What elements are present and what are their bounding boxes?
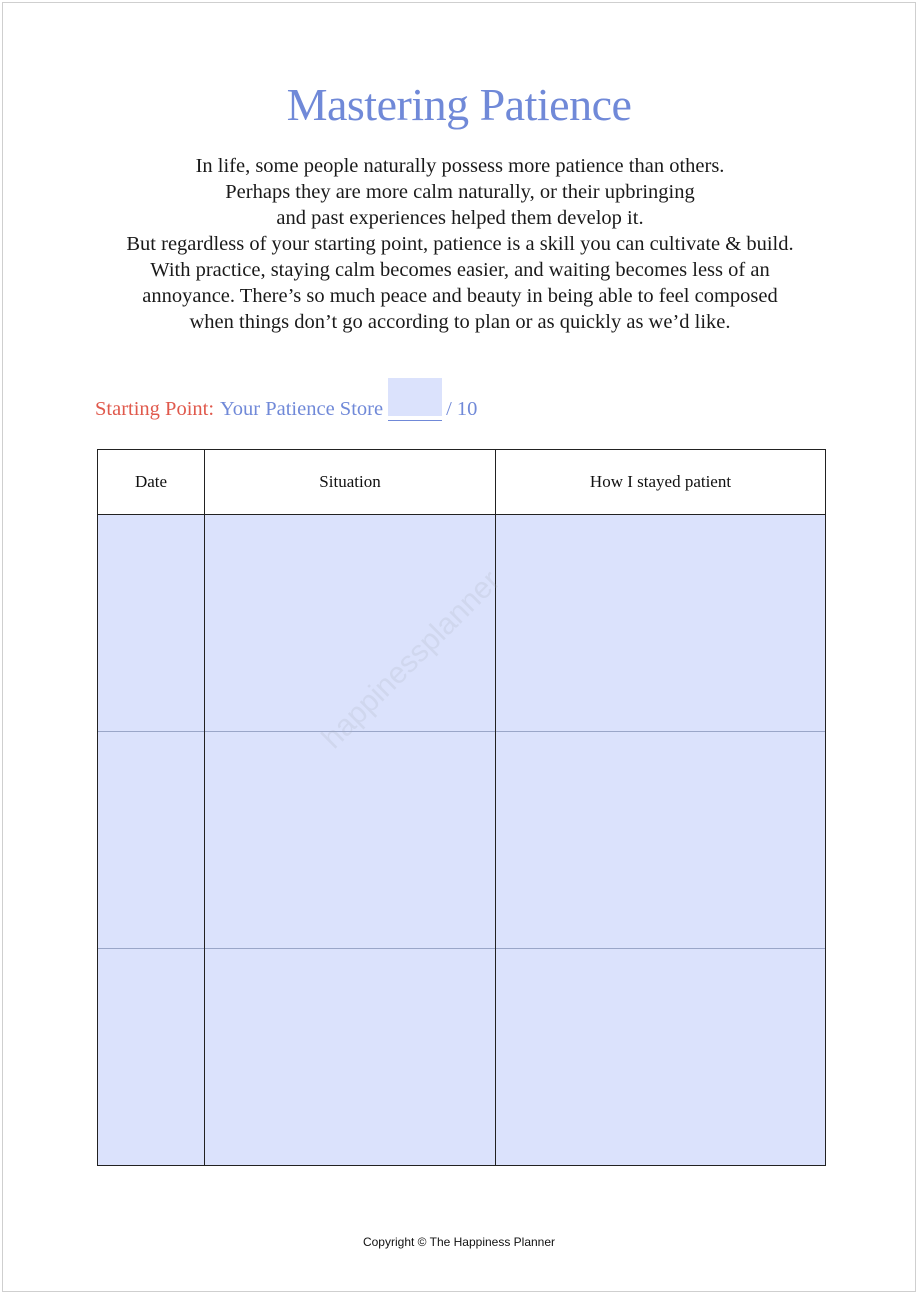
patience-score-field[interactable] [388, 378, 442, 421]
score-scale-label: / 10 [446, 398, 478, 420]
intro-line: and past experiences helped them develop it. [276, 207, 644, 229]
situation-field[interactable] [205, 515, 496, 732]
situation-field[interactable] [205, 732, 496, 949]
table-header-row [98, 450, 826, 515]
intro-line: Perhaps they are more calm naturally, or their upbringing [225, 181, 695, 203]
table-row [98, 732, 826, 949]
worksheet-page [2, 2, 916, 1292]
date-field[interactable] [98, 515, 205, 732]
table-row [98, 515, 826, 732]
date-field[interactable] [98, 732, 205, 949]
header-how-stayed-patient: How I stayed patient [496, 450, 826, 515]
header-situation: Situation [205, 450, 496, 515]
intro-paragraph [63, 153, 857, 335]
header-date: Date [98, 450, 205, 515]
patience-store-label: Your Patience Store [220, 398, 384, 420]
copyright-footer: Copyright © The Happiness Planner [362, 1235, 556, 1249]
intro-line: But regardless of your starting point, patience is a skill you can cultivate & build. [126, 233, 794, 255]
how-stayed-patient-field[interactable] [496, 732, 826, 949]
intro-line: In life, some people naturally possess more patience than others. [195, 155, 725, 177]
how-stayed-patient-field[interactable] [496, 515, 826, 732]
starting-point-label: Starting Point: [95, 398, 215, 420]
patience-score-fill [388, 378, 442, 416]
page-title: Mastering Patience [286, 79, 632, 130]
intro-line: With practice, staying calm becomes easier, and waiting becomes less of an [150, 259, 770, 281]
date-field[interactable] [98, 949, 205, 1166]
situation-field[interactable] [205, 949, 496, 1166]
table-row [98, 949, 826, 1166]
intro-line: when things don’t go according to plan or as quickly as we’d like. [189, 311, 731, 333]
starting-point-row [95, 377, 477, 421]
how-stayed-patient-field[interactable] [496, 949, 826, 1166]
intro-line: annoyance. There’s so much peace and beauty in being able to feel composed [142, 285, 778, 307]
patience-log-table [97, 449, 826, 1166]
